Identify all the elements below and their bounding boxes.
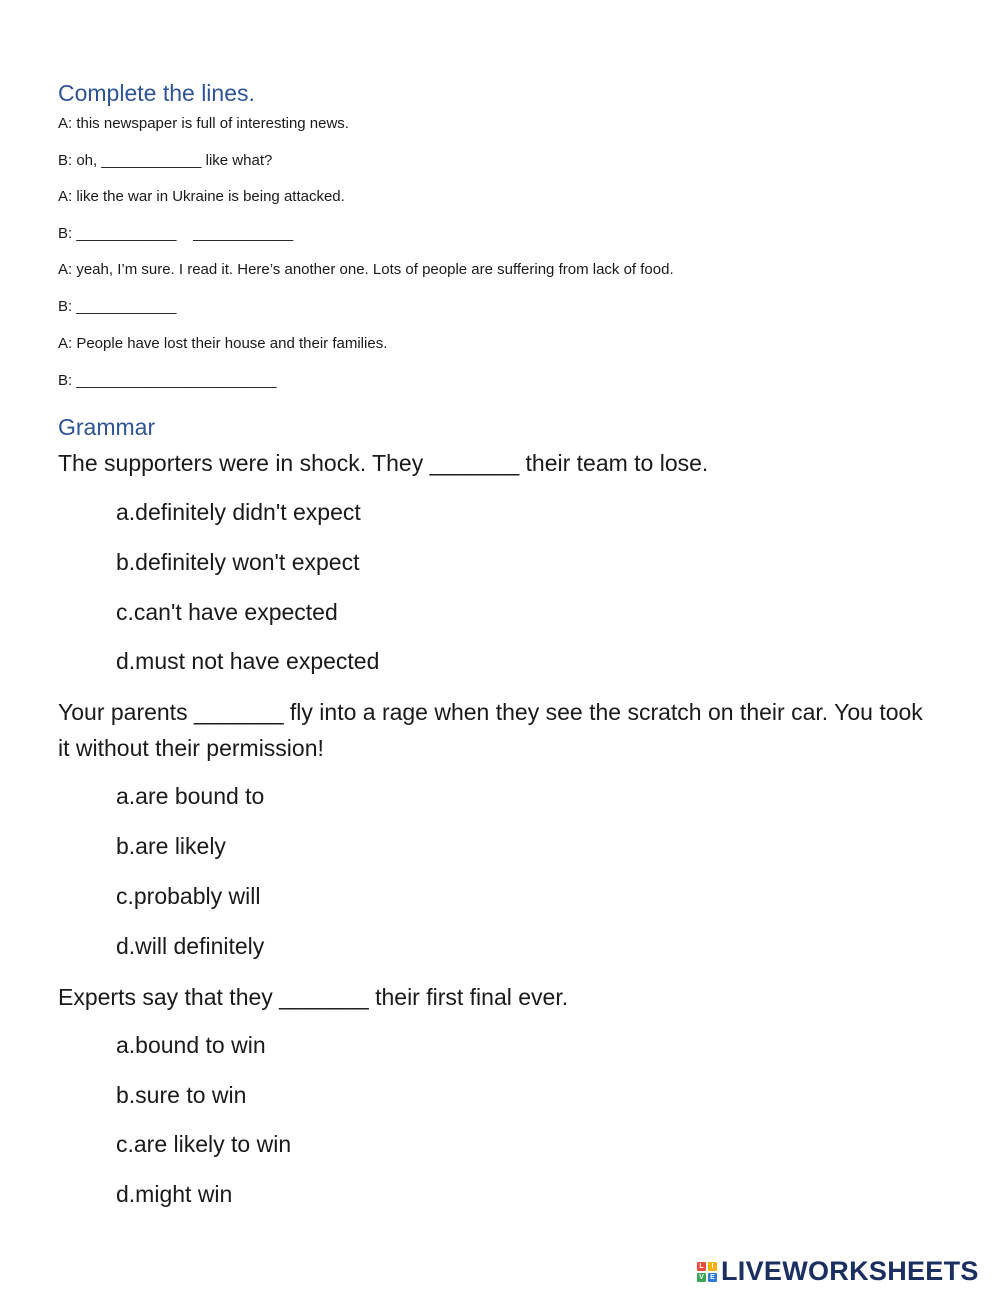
logo-square-icon: I xyxy=(708,1262,717,1271)
brand-name: LIVEWORKSHEETS xyxy=(721,1256,979,1286)
dialogue-line: B: oh, ____________ like what? xyxy=(58,152,273,169)
answer-option[interactable]: a.are bound to xyxy=(116,783,265,809)
liveworksheets-logo xyxy=(697,1256,979,1287)
section-heading-grammar: Grammar xyxy=(58,414,156,440)
answer-option[interactable]: d.might win xyxy=(116,1181,233,1207)
answer-option[interactable]: d.will definitely xyxy=(116,933,265,959)
logo-square-icon: V xyxy=(697,1273,706,1282)
answer-option[interactable]: b.sure to win xyxy=(116,1082,247,1108)
answer-option[interactable]: d.must not have expected xyxy=(116,648,380,674)
question-text: Your parents _______ fly into a rage when they see the scratch on their car. You took it without their permission! xyxy=(58,699,923,761)
dialogue-line: B: ____________ ____________ xyxy=(58,225,294,242)
answer-option[interactable]: b.are likely xyxy=(116,833,226,859)
dialogue-line: A: like the war in Ukraine is being attacked. xyxy=(58,188,345,205)
section-heading-complete-lines: Complete the lines. xyxy=(58,80,255,106)
logo-square-icon: E xyxy=(708,1273,717,1282)
question-text: The supporters were in shock. They _______ their team to lose. xyxy=(58,450,709,476)
answer-option[interactable]: b.definitely won't expect xyxy=(116,549,360,575)
dialogue-line: A: yeah, I’m sure. I read it. Here’s another one. Lots of people are suffering from lack of food. xyxy=(58,261,674,278)
dialogue-line: B: ________________________ xyxy=(58,372,277,389)
answer-option[interactable]: c.are likely to win xyxy=(116,1131,292,1157)
dialogue-line: A: People have lost their house and their families. xyxy=(58,335,388,352)
answer-option[interactable]: a.definitely didn't expect xyxy=(116,499,361,525)
logo-mark-icon xyxy=(697,1262,717,1282)
logo-square-icon: L xyxy=(697,1262,706,1271)
dialogue-line: A: this newspaper is full of interesting news. xyxy=(58,115,349,132)
dialogue-line: B: ____________ xyxy=(58,298,177,315)
answer-option[interactable]: a.bound to win xyxy=(116,1032,266,1058)
question-text: Experts say that they _______ their first final ever. xyxy=(58,984,569,1010)
answer-option[interactable]: c.can't have expected xyxy=(116,599,338,625)
answer-option[interactable]: c.probably will xyxy=(116,883,261,909)
